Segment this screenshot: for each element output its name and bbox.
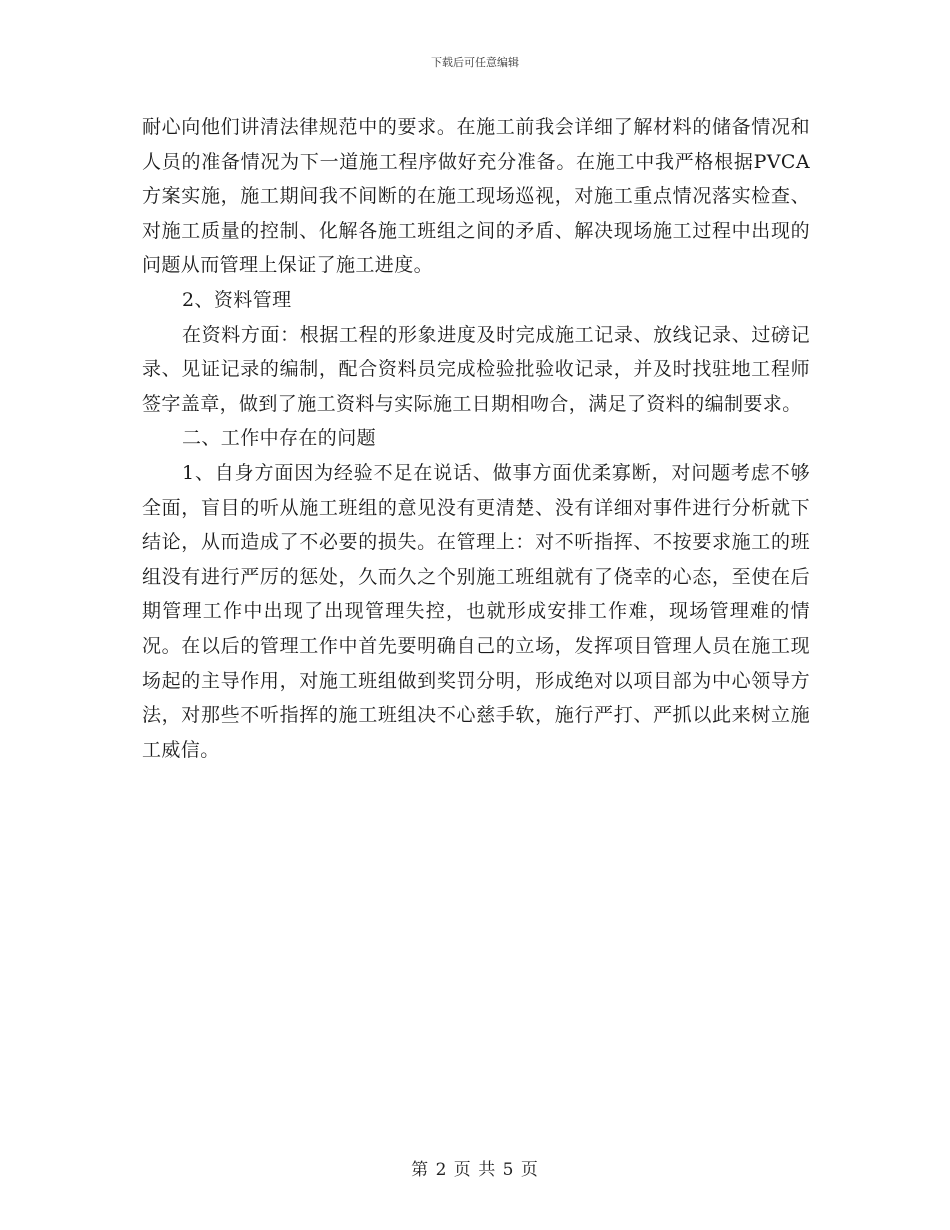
document-body	[142, 110, 810, 767]
section-heading-data-management: 2、资料管理	[182, 288, 292, 311]
body-paragraph: 在资料方面：根据工程的形象进度及时完成施工记录、放线记录、过磅记录、见证记录的编制，配合资料员完成检验批验收记录，并及时找驻地工程师签字盖章，做到了施工资料与实际施工日期相吻合，满足了资料的编制要求。	[142, 323, 810, 415]
body-paragraph: 1、自身方面因为经验不足在说话、做事方面优柔寡断，对问题考虑不够全面，盲目的听从施工班组的意见没有更清楚、没有详细对事件进行分析就下结论，从而造成了不必要的损失。在管理上：对不听指挥、不按要求施工的班组没有进行严厉的惩处，久而久之个别施工班组就有了侥幸的心态，至使在后期管理工作中出现了出现管理失控，也就形成安排工作难，现场管理难的情况。在以后的管理工作中首先要明确自己的立场，发挥项目管理人员在施工现场起的主导作用，对施工班组做到奖罚分明，形成绝对以项目部为中心领导方法，对那些不听指挥的施工班组决不心慈手软，施行严打、严抓以此来树立施工威信。	[142, 461, 810, 761]
page-header: 下载后可任意编辑	[431, 56, 519, 69]
page-number: 第 2 页 共 5 页	[411, 1160, 539, 1180]
section-heading-problems: 二、工作中存在的问题	[182, 427, 377, 450]
body-paragraph: 耐心向他们讲清法律规范中的要求。在施工前我会详细了解材料的储备情况和人员的准备情况为下一道施工程序做好充分准备。在施工中我严格根据PVCA方案实施，施工期间我不间断的在施工现场巡视，对施工重点情况落实检查、对施工质量的控制、化解各施工班组之间的矛盾、解决现场施工过程中出现的问题从而管理上保证了施工进度。	[142, 116, 810, 277]
